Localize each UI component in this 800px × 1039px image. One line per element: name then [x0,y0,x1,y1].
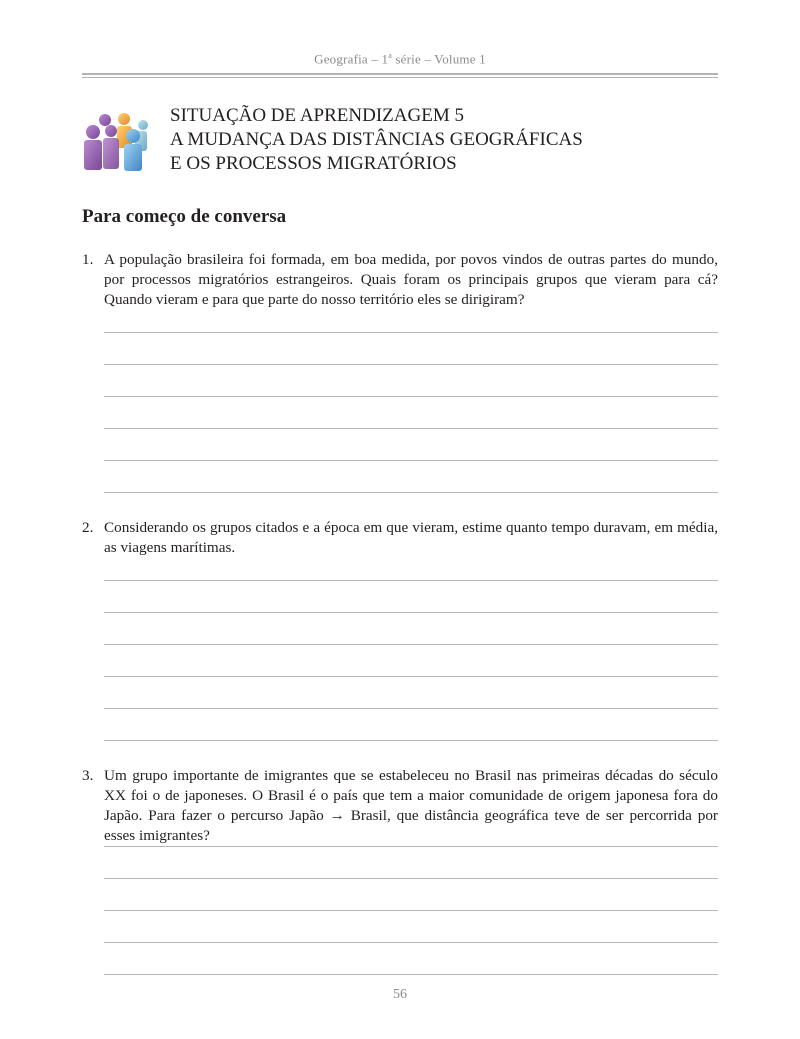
running-head [0,51,800,67]
answer-line[interactable] [104,428,718,429]
situation-title-line-2: A MUDANÇA DAS DISTÂNCIAS GEOGRÁFICAS [170,129,583,150]
section-heading: Para começo de conversa [82,206,287,227]
header-rule-bottom [82,77,718,78]
answer-line[interactable] [104,740,718,741]
answer-line[interactable] [104,910,718,911]
running-head-pre: Geografia – 1 [314,51,389,67]
question-number: 1. [82,251,94,268]
situation-title-line-1: SITUAÇÃO DE APRENDIZAGEM 5 [170,105,464,126]
question-2 [82,518,718,558]
situation-title [170,104,583,176]
answer-line[interactable] [104,492,718,493]
answer-line[interactable] [104,644,718,645]
answer-line[interactable] [104,460,718,461]
answer-line[interactable] [104,708,718,709]
question-number: 3. [82,767,94,784]
answer-line[interactable] [104,332,718,333]
people-group-icon [80,111,154,173]
situation-title-line-3: E OS PROCESSOS MIGRATÓRIOS [170,153,457,174]
running-head-superscript: a [388,51,392,60]
answer-line[interactable] [104,974,718,975]
question-text: A população brasileira foi formada, em boa medida, por povos vindos de outras partes do mundo, por processos migratórios estrangeiros. Quais foram os principais grupos que vieram para cá? Quando vieram e para que parte do nosso território eles se dirigiram? [104,251,718,308]
answer-line[interactable] [104,846,718,847]
answer-line[interactable] [104,396,718,397]
answer-line[interactable] [104,612,718,613]
answer-line[interactable] [104,364,718,365]
page-number: 56 [393,987,407,1002]
answer-line[interactable] [104,878,718,879]
answer-line[interactable] [104,942,718,943]
question-text: Um grupo importante de imigrantes que se estabeleceu no Brasil nas primeiras décadas do século XX foi o de japoneses. O Brasil é o país que tem a maior comunidade de origem japonesa fora do Japão. Para fazer o percurso Japão → Brasil, que distância geográfica teve de ser percorrida por esses imigrantes? [104,767,718,844]
answer-line[interactable] [104,580,718,581]
question-text: Considerando os grupos citados e a época em que vieram, estime quanto tempo duravam, em média, as viagens marítimas. [104,519,718,556]
question-number: 2. [82,519,94,536]
question-1 [82,250,718,310]
answer-line[interactable] [104,676,718,677]
running-head-post: série – Volume 1 [391,51,486,67]
header-rule-top [82,73,718,75]
question-3 [82,766,718,846]
